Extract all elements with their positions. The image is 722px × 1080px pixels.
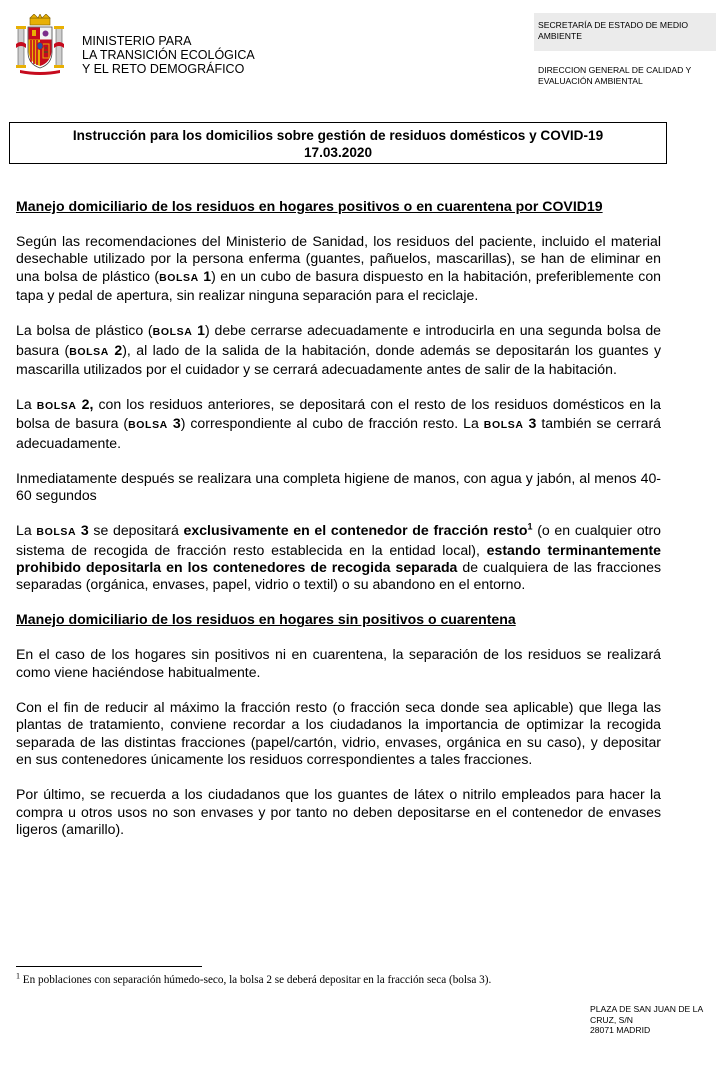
document-body: [16, 198, 661, 856]
paragraph: Con el fin de reducir al máximo la fracción resto (o fracción seca donde sea aplicable) que llega las plantas de tratamiento, conviene recordar a los ciudadanos la importancia de optimizar la recogida separada de las distintas fracciones (papel/cartón, vidrio, envases, orgánica en su caso), y depositar en sus contenedores únicamente los residuos correspondientes a tales fracciones.: [16, 698, 661, 768]
text-span: ), al lado de la salida de la habitación, donde además se depositarán los guantes y mascarilla utilizados por el cuidador y se cerrará adecuadamente antes de salir de la habitación.: [16, 341, 661, 378]
paragraph: [16, 322, 661, 378]
paragraph: [16, 396, 661, 452]
address-line-2: 28071 MADRID: [590, 1025, 651, 1035]
text-span: (o en cualquier otro sistema de recogida de fracción resto establecida en la entidad local),: [16, 522, 662, 558]
paragraph: En el caso de los hogares sin positivos ni en cuarentena, la separación de los residuos se realizará como viene haciéndose habitualmente.: [16, 646, 661, 680]
text-span: ) debe cerrarse adecuadamente e introducirla en una segunda bolsa de basura (: [16, 322, 661, 358]
ministry-line-3: Y EL RETO DEMOGRÁFICO: [82, 62, 245, 76]
footnote-text: En poblaciones con separación húmedo-seco, la bolsa 2 se deberá depositar en la fracción seca (bolsa 3).: [20, 974, 492, 986]
paragraph: Inmediatamente después se realizara una completa higiene de manos, con agua y jabón, al menos 40-60 segundos: [16, 469, 661, 504]
text-span: también se cerrará adecuadamente.: [16, 415, 661, 451]
bolsa-label: BOLSA: [159, 271, 199, 284]
bolsa-number: 1: [198, 267, 212, 284]
bolsa-number: 2,: [76, 396, 94, 413]
ministry-name: [82, 34, 255, 76]
bolsa-label: BOLSA: [69, 345, 109, 358]
bolsa-label: BOLSA: [128, 419, 168, 432]
document-date: 17.03.2020: [303, 145, 373, 160]
text-span: de cualquiera de las fracciones separadas (orgánica, envases, papel, vidrio o textil) o su abandono en el entorno.: [16, 559, 661, 593]
bolsa-number: 3: [167, 415, 181, 432]
footnote-reference[interactable]: 1: [527, 521, 533, 532]
text-span: se depositará: [88, 522, 184, 539]
text-span: La: [16, 396, 37, 413]
text-span: con los residuos anteriores, se depositará con el resto de los residuos domésticos en la bolsa de basura (: [16, 396, 662, 432]
bolsa-label: BOLSA: [36, 526, 77, 539]
section-heading-positive-households: Manejo domiciliario de los residuos en hogares positivos o en cuarentena por COVID19: [16, 198, 603, 214]
text-span: Según las recomendaciones del Ministerio de Sanidad, los residuos del paciente, incluido el material desechable utilizado por la persona enferma (guantes, pañuelos, mascarillas), se han de eliminar en una bolsa de plástico (: [16, 233, 661, 284]
secretaria-label: SECRETARÍA DE ESTADO DE MEDIO AMBIENTE: [538, 20, 689, 41]
document-title-box: [9, 122, 667, 164]
document-title: Instrucción para los domicilios sobre gestión de residuos domésticos y COVID-19: [72, 128, 604, 143]
paragraph: [16, 522, 661, 594]
bolsa-label: BOLSA: [152, 326, 193, 339]
text-span: La bolsa de plástico (: [16, 322, 153, 339]
bold-emphasis: estando terminantemente prohibido depositarla en los contenedores de recogida separada: [16, 541, 662, 576]
paragraph: [16, 233, 661, 305]
bolsa-number: 3: [523, 415, 537, 432]
bolsa-number: 3: [76, 522, 89, 539]
bolsa-label: BOLSA: [483, 419, 524, 432]
footnote: [16, 973, 656, 987]
footnote-divider: [16, 966, 202, 967]
direccion-label: DIRECCION GENERAL DE CALIDAD Y EVALUACIÓN AMBIENTAL: [538, 65, 692, 86]
section-heading-non-positive-households: Manejo domiciliario de los residuos en hogares sin positivos o cuarentena: [16, 611, 516, 628]
bold-emphasis: exclusivamente en el contenedor de fracción resto: [183, 522, 528, 539]
bolsa-number: 1: [192, 322, 206, 339]
address: [590, 1004, 716, 1036]
text-span: ) correspondiente al cubo de fracción resto. La: [180, 415, 484, 432]
bolsa-label: BOLSA: [36, 400, 77, 413]
text-span: La: [16, 522, 37, 539]
spanish-coat-of-arms-icon: [16, 14, 64, 76]
text-span: ) en un cubo de basura dispuesto en la habitación, preferiblemente con tapa y pedal de apertura, sin realizar ninguna separación para el reciclaje.: [16, 267, 661, 304]
paragraph: Por último, se recuerda a los ciudadanos que los guantes de látex o nitrilo empleados para hacer la compra u otros usos no son envases y por tanto no deben depositarse en el contenedor de envases ligeros (amarillo).: [16, 786, 661, 837]
bolsa-number: 2: [108, 341, 123, 358]
ministry-line-1: MINISTERIO PARA: [82, 34, 192, 48]
address-line-1: PLAZA DE SAN JUAN DE LA CRUZ, S/N: [590, 1004, 703, 1025]
footnote-mark: 1: [16, 971, 20, 981]
ministry-line-2: LA TRANSICIÓN ECOLÓGICA: [82, 48, 255, 62]
